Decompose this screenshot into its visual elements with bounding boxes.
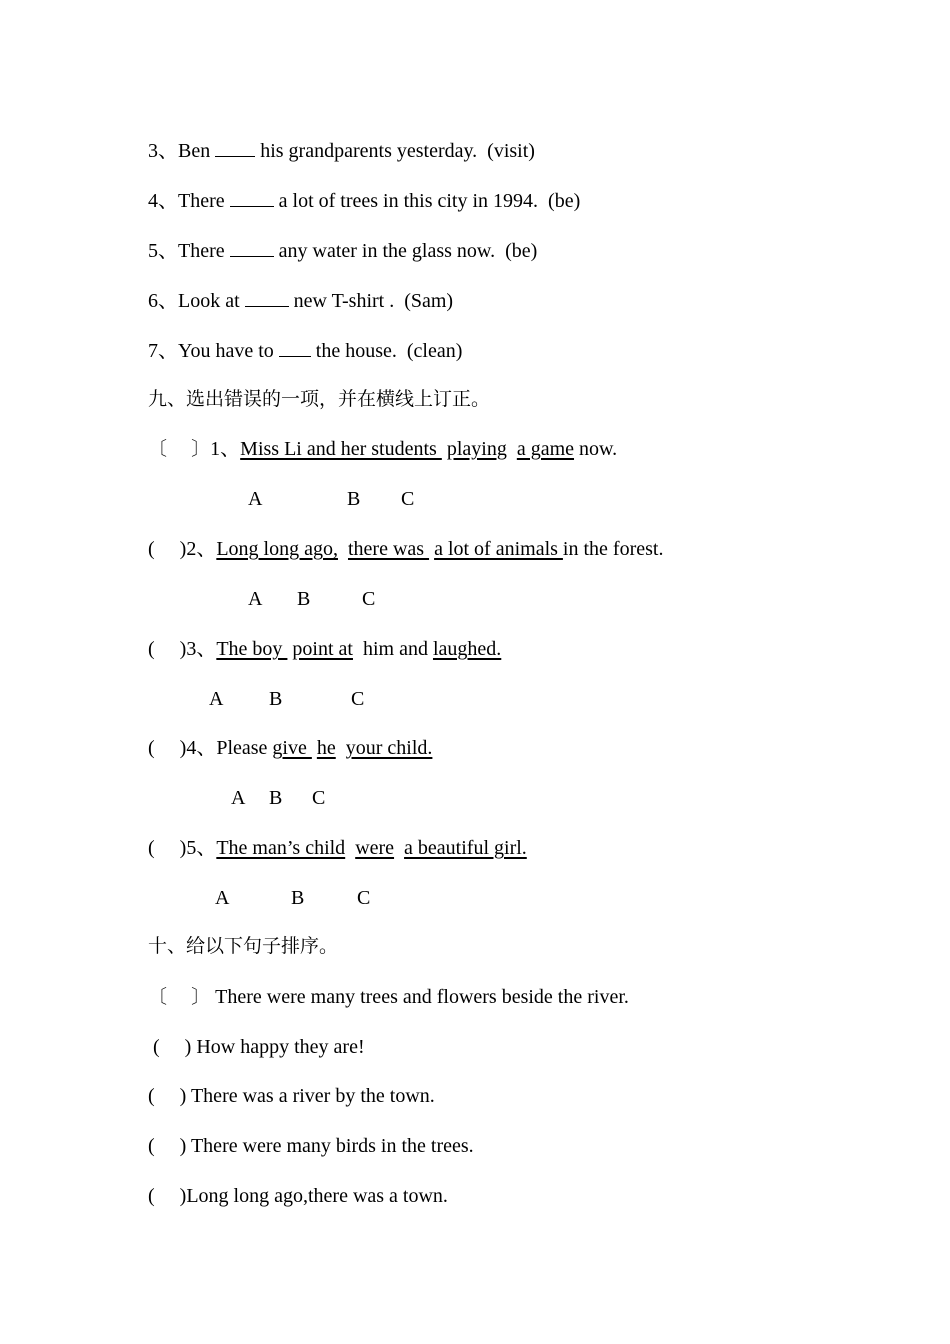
ordering-item: [148, 985, 629, 1009]
order-bracket[interactable]: ( ): [148, 1036, 192, 1058]
answer-blank[interactable]: [279, 338, 311, 357]
item-number: 1、: [210, 438, 241, 460]
label-a: A: [209, 688, 224, 710]
item-number: 4、: [148, 190, 178, 212]
item-text: new T-shirt . (Sam): [288, 290, 454, 312]
section-10-title: 十、给以下句子排序。: [148, 935, 339, 957]
option-c-text: a beautiful girl.: [404, 837, 527, 859]
label-a: A: [215, 887, 230, 909]
option-b-text: he: [316, 737, 336, 759]
option-b-text: point at: [292, 638, 353, 660]
label-c: C: [351, 688, 365, 710]
label-b: B: [291, 887, 305, 909]
option-a-text: The man’s child: [216, 837, 346, 859]
option-b-text: were: [355, 837, 395, 859]
ordering-item: [148, 1035, 365, 1059]
label-c: C: [357, 887, 371, 909]
option-a-text: The boy: [216, 638, 288, 660]
item-text: in the forest.: [562, 538, 664, 560]
item-number: 3、: [186, 638, 217, 660]
option-c-text: a game: [516, 438, 575, 460]
error-item-4: [148, 736, 432, 760]
answer-bracket[interactable]: ( ): [148, 638, 187, 660]
answer-bracket[interactable]: ( ): [148, 538, 187, 560]
order-bracket[interactable]: ( ): [148, 1185, 187, 1207]
answer-blank[interactable]: [230, 238, 274, 257]
option-b-text: there was: [347, 538, 430, 560]
item-text: Please: [216, 737, 268, 759]
item-text: Look at: [178, 290, 245, 312]
item-number: 5、: [186, 837, 217, 859]
section-9-title: 九、选出错误的一项，并在横线上订正。: [148, 388, 491, 410]
sentence-text: There were many birds in the trees.: [190, 1135, 474, 1157]
label-a: A: [248, 488, 263, 510]
answer-blank[interactable]: [230, 188, 274, 207]
sentence-text: How happy they are!: [196, 1036, 365, 1058]
error-item-5: [148, 836, 527, 860]
option-a-text: give: [272, 737, 312, 759]
label-a: A: [248, 588, 263, 610]
option-a-text: Miss Li and her students: [240, 438, 442, 460]
option-c-text: laughed.: [432, 638, 502, 660]
item-number: 2、: [186, 538, 217, 560]
fill-blank-item-6: [148, 288, 453, 312]
label-c: C: [312, 787, 326, 809]
item-number: 4、: [186, 737, 217, 759]
ordering-item: [148, 1184, 448, 1208]
fill-blank-item-3: [148, 138, 535, 162]
label-b: B: [269, 688, 283, 710]
item-text: the house. (clean): [310, 340, 463, 362]
label-b: B: [269, 787, 283, 809]
item-text: him and: [362, 638, 428, 660]
sentence-text: There was a river by the town.: [190, 1085, 435, 1107]
order-bracket[interactable]: 〔 〕: [148, 986, 211, 1008]
error-item-3: [148, 637, 501, 661]
item-text: There: [178, 190, 230, 212]
label-b: B: [297, 588, 311, 610]
item-text: There: [178, 240, 230, 262]
sentence-text: Long long ago,there was a town.: [186, 1185, 448, 1207]
order-bracket[interactable]: ( ): [148, 1085, 187, 1107]
ordering-item: [148, 1084, 435, 1108]
option-a-text: Long long ago,: [216, 538, 338, 560]
item-number: 5、: [148, 240, 178, 262]
label-a: A: [231, 787, 246, 809]
label-c: C: [362, 588, 376, 610]
error-item-1: [148, 437, 617, 461]
fill-blank-item-5: [148, 238, 537, 262]
option-c-text: a lot of animals: [434, 538, 563, 560]
label-b: B: [347, 488, 361, 510]
label-c: C: [401, 488, 415, 510]
answer-blank[interactable]: [215, 138, 255, 157]
option-c-text: your child.: [345, 737, 433, 759]
item-text: a lot of trees in this city in 1994. (be): [273, 190, 581, 212]
answer-bracket[interactable]: ( ): [148, 737, 187, 759]
order-bracket[interactable]: ( ): [148, 1135, 187, 1157]
item-number: 3、: [148, 140, 178, 162]
item-text: his grandparents yesterday. (visit): [255, 140, 535, 162]
fill-blank-item-4: [148, 188, 580, 212]
item-text: any water in the glass now. (be): [273, 240, 538, 262]
item-text: now.: [579, 438, 618, 460]
sentence-text: There were many trees and flowers beside the river.: [215, 986, 629, 1008]
error-item-2: [148, 537, 663, 561]
item-text: You have to: [178, 340, 279, 362]
answer-bracket[interactable]: 〔 〕: [148, 438, 211, 460]
item-number: 6、: [148, 290, 178, 312]
item-number: 7、: [148, 340, 178, 362]
item-text: Ben: [178, 140, 216, 162]
answer-bracket[interactable]: ( ): [148, 837, 187, 859]
ordering-item: [148, 1134, 474, 1158]
answer-blank[interactable]: [245, 288, 289, 307]
fill-blank-item-7: [148, 338, 462, 362]
option-b-text: playing: [446, 438, 507, 460]
